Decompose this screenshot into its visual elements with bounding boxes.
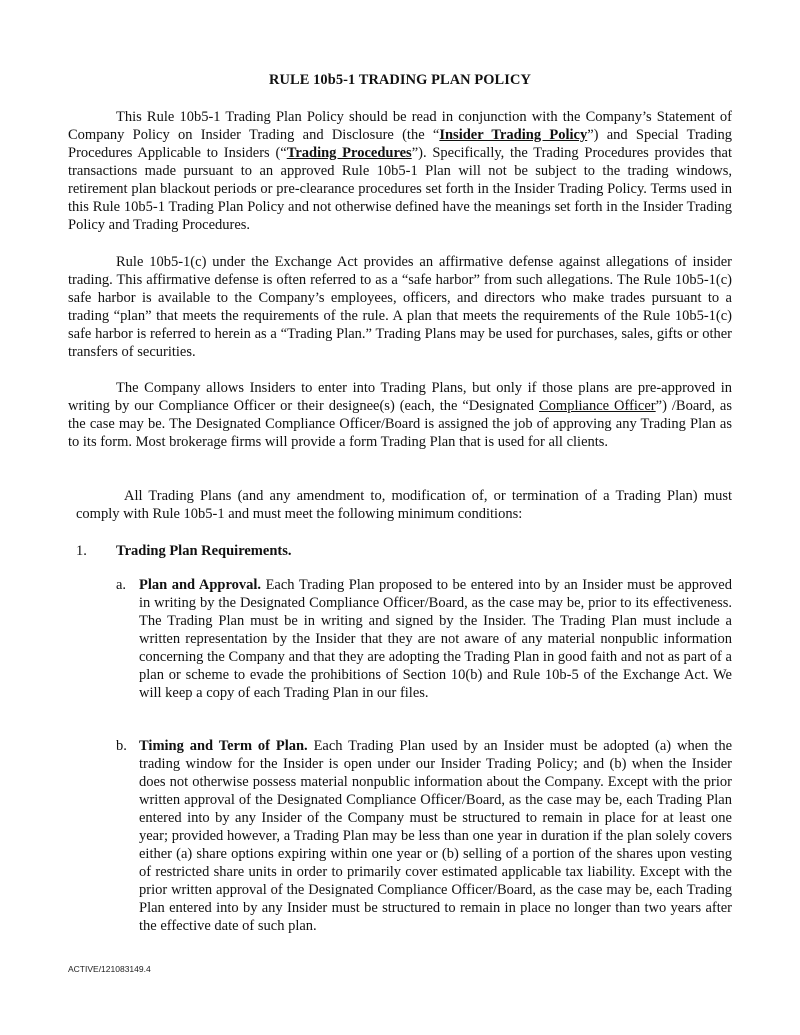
item-text: Each Trading Plan proposed to be entered into by an Insider must be approved in writing by the Designated Compliance Officer/Board, as the case may be, prior to its effectiveness. The Trading Plan must be in writing and signed by the Insider. The Trading Plan must include a written representation by the Insider that they are not aware of any material nonpublic information concerning the Company and that they are adopting the Trading Plan in good faith and not as part of a plan or scheme to evade the prohibitions of Section 10(b) and Rule 10b-5 of the Exchange Act. We will keep a copy of each Trading Plan in our files. (139, 577, 732, 701)
p3-text-a: The Company allows Insiders to enter into Trading Plans, but only if those plans are pre-approved in writing by our Compliance Officer or their designee(s) (each, the “Designated (68, 380, 732, 414)
p1-text-c: ”) and Special Trading Procedures Applicable to Insiders (“ (68, 127, 732, 161)
defined-term-insider-trading-policy: Insider Trading Policy (439, 127, 588, 143)
defined-term-compliance-officer: Compliance Officer (539, 398, 656, 414)
section-title: Trading Plan Requirements. (116, 543, 292, 559)
section-number: 1. (76, 543, 87, 559)
paragraph-pre-approval (68, 379, 732, 451)
paragraph-intro (68, 108, 732, 234)
document-footer-id: ACTIVE/121083149.4 (68, 964, 151, 974)
item-text: Each Trading Plan used by an Insider must be adopted (a) when the trading window for the Insider is open under our Insider Trading Policy; and (b) when the Insider does not otherwise possess material nonpublic information about the Company. Except with the prior written approval of the Designated Compliance Officer/Board, as the case may be, each Trading Plan entered into by any Insider of the Company must be structured to remain in place for at least one year; provided however, a Trading Plan may be less than one year in duration if the plan solely covers either (a) share options expiring within one year or (b) selling of a portion of the shares upon vesting of restricted share units in order to primarily cover estimated applicable tax liability. Except with the prior written approval of the Designated Compliance Officer/Board, as the case may be, each Trading Plan entered into by any Insider must be structured to remain in place no longer than two years after the effective date of such plan. (139, 738, 733, 934)
item-letter-b: b. (116, 738, 127, 754)
paragraph-safe-harbor: Rule 10b5-1(c) under the Exchange Act provides an affirmative defense against allegations of insider trading. This affirmative defense is often referred to as a “safe harbor” from such allegations. The Rule 10b5-1(c) safe harbor is available to the Company’s employees, officers, and directors who make trades pursuant to a trading “plan” that meets the requirements of the rule. A plan that meets the requirements of the Rule 10b5-1(c) safe harbor is referred to herein as a “Trading Plan.” Trading Plans may be used for purchases, sales, gifts or other transfers of securities. (68, 254, 732, 360)
item-heading: Timing and Term of Plan. (139, 738, 308, 754)
item-heading: Plan and Approval. (139, 577, 262, 593)
p3-text-c: ”) /Board, as the case may be. The Designated Compliance Officer/Board is assigned the job of approving any Trading Plan as to its form. Most brokerage firms will provide a form Trading Plan that is used for all clients. (68, 398, 732, 450)
p1-text-e: ”). Specifically, the Trading Procedures provides that transactions made pursuant to an approved Rule 10b5-1 Plan will not be subject to the trading windows, retirement plan blackout periods or pre-clearance procedures set forth in the Insider Trading Policy. Terms used in this Rule 10b5-1 Trading Plan Policy and not otherwise defined have the meanings set forth in the Insider Trading Policy and Trading Procedures. (68, 145, 732, 233)
item-letter-a: a. (116, 577, 127, 593)
page-title: RULE 10b5-1 TRADING PLAN POLICY (269, 72, 531, 88)
paragraph-minimum-conditions: All Trading Plans (and any amendment to, modification of, or termination of a Trading Plan) must comply with Rule 10b5-1 and must meet the following minimum conditions: (76, 488, 732, 522)
p1-text-a: This Rule 10b5-1 Trading Plan Policy should be read in conjunction with the Company’s Statement of Company Policy on Insider Trading and Disclosure (the “ (68, 109, 732, 143)
defined-term-trading-procedures: Trading Procedures (286, 145, 412, 161)
item-timing-and-term (139, 737, 732, 935)
item-plan-and-approval (139, 576, 732, 702)
